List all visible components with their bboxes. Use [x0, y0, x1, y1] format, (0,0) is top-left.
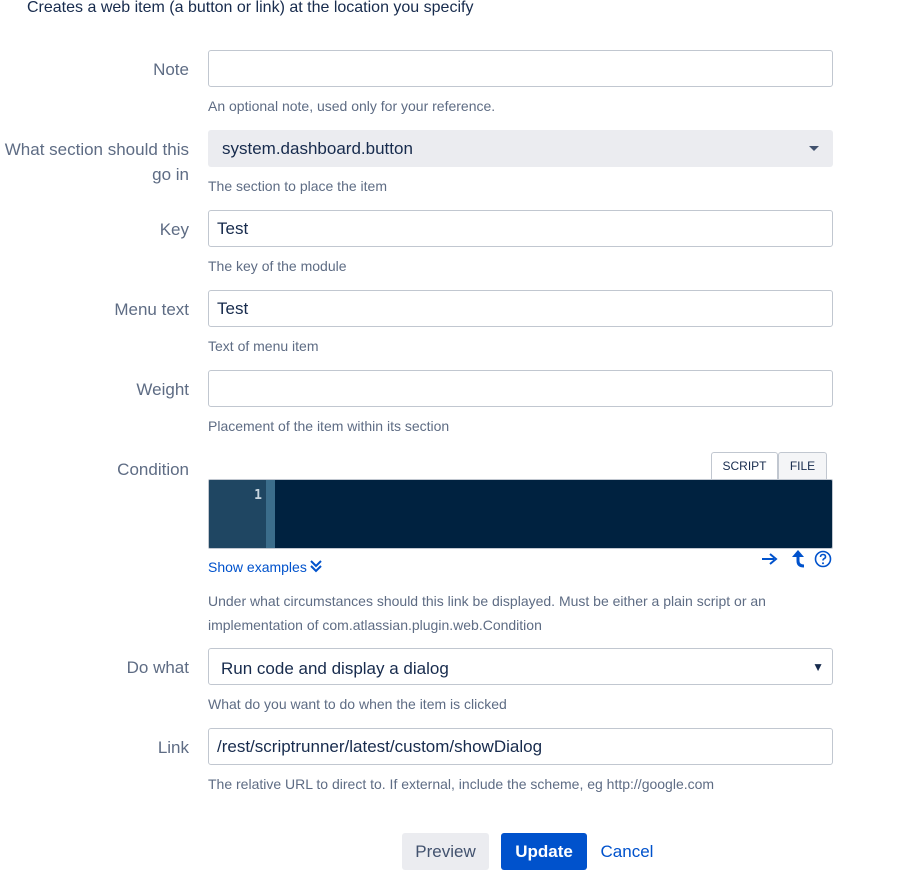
double-chevron-down-icon: [310, 558, 322, 578]
tab-file[interactable]: FILE: [778, 452, 827, 480]
tab-script[interactable]: SCRIPT: [711, 452, 778, 480]
link-help: The relative URL to direct to. If external, include the scheme, eg http://google.com: [208, 776, 715, 792]
editor-active-line-marker: [266, 480, 275, 548]
help-circle-icon[interactable]: [814, 550, 832, 573]
weight-input[interactable]: [208, 370, 833, 407]
key-input[interactable]: [208, 210, 833, 247]
key-help: The key of the module: [208, 258, 347, 274]
note-input[interactable]: [208, 50, 833, 87]
caret-down-icon: ▼: [812, 660, 824, 674]
section-select-value: system.dashboard.button: [222, 139, 413, 158]
upload-arrow-icon[interactable]: [789, 549, 807, 573]
editor-gutter: [209, 480, 266, 548]
cancel-link[interactable]: Cancel: [600, 842, 654, 861]
condition-script-editor[interactable]: [208, 479, 833, 549]
section-select[interactable]: [208, 130, 833, 167]
condition-help: Under what circumstances should this link be displayed. Must be either a plain script or an implementation of com.atlassian.plugin.web.Condition: [208, 593, 766, 633]
note-help: An optional note, used only for your reference.: [208, 98, 496, 114]
caret-down-icon: [809, 146, 819, 151]
key-label: Key: [159, 220, 189, 239]
page-description: Creates a web item (a button or link) at the location you specify: [27, 0, 474, 16]
arrow-right-icon[interactable]: [761, 551, 778, 572]
link-input[interactable]: [208, 728, 833, 765]
note-label: Note: [153, 60, 189, 79]
section-label: What section should this go in: [4, 140, 189, 184]
preview-button[interactable]: Preview: [402, 833, 489, 870]
do-what-help: What do you want to do when the item is clicked: [208, 696, 507, 712]
do-what-select-value: Run code and display a dialog: [221, 659, 449, 678]
line-number: 1: [254, 488, 262, 503]
update-button[interactable]: Update: [501, 833, 587, 870]
menu-text-label: Menu text: [114, 300, 189, 319]
section-help: The section to place the item: [208, 178, 387, 194]
show-examples-label: Show examples: [208, 559, 307, 575]
do-what-select[interactable]: [208, 648, 833, 685]
link-label: Link: [157, 738, 189, 757]
weight-help: Placement of the item within its section: [208, 418, 450, 434]
do-what-label: Do what: [126, 658, 189, 677]
menu-text-input[interactable]: [208, 290, 833, 327]
condition-label: Condition: [117, 460, 189, 479]
show-examples-link[interactable]: [208, 557, 322, 578]
weight-label: Weight: [136, 380, 189, 399]
menu-text-help: Text of menu item: [208, 338, 319, 354]
